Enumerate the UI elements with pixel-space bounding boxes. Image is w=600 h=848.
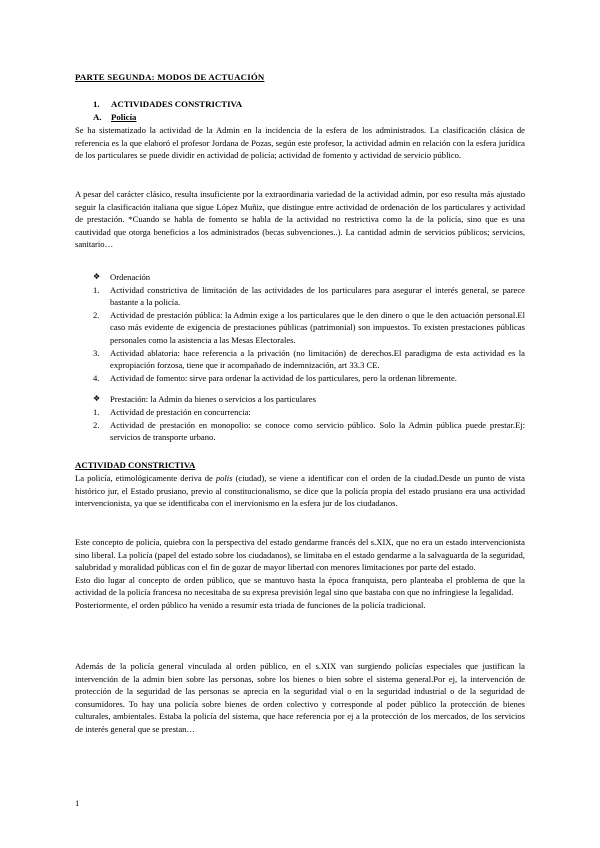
list-item-text: Actividad de prestación pública: la Admin exige a los particulares que le den dinero o que le den actuación personal.El caso más evidente de exigencia de prestaciones públicas (patrimonial) son impuestos. To existen prestaciones públicas personales como la asistencia a las Mesas Electorales. (110, 309, 525, 345)
intro-paragraph-2: A pesar del carácter clásico, resulta insuficiente por la extraordinaria variedad de la actividad admin, por eso resulta más ajustado seguir la clasificación italiana que sigue López Muñiz, que distingue entre actividad de ordenación de los particulares y actividad de prestación. *Cuando se habla de fomento se habla de la actividad no restrictiva como la de la policía, sino que es una cautividad que otorga beneficios a los administrados (becas subvenciones..). La cantidad admin de servicios públicos; servicios, sanitario… (75, 189, 525, 250)
list-item (93, 309, 525, 347)
list-item-text: Actividad constrictiva de limitación de las actividades de los particulares para asegurar el interés general, se parece bastante a la policía. (110, 284, 525, 308)
triada-paragraph: Posteriormente, el orden público ha venido a resumir esta triada de funciones de la policía tradicional. (75, 599, 426, 610)
document-title: PARTE SEGUNDA: MODOS DE ACTUACIÓN (75, 72, 265, 82)
polis-italic-word: polis (215, 473, 233, 483)
list-item-number: 2. (93, 309, 100, 320)
ordenacion-list (93, 271, 525, 384)
page-number: 1 (75, 798, 80, 808)
list-item-text: Actividad de prestación en monopolio: se conoce como servicio público. Solo la Admin pública puede prestar.Ej: servicios de transporte urbano. (110, 419, 525, 443)
polis-paragraph (75, 472, 525, 510)
prestacion-header-list (93, 393, 525, 406)
section-number: 1. (93, 99, 100, 109)
gendarme-paragraph: Este concepto de policía, quiebra con la perspectiva del estado gendarme francés del s.XIX, que no era un estado intervencionista sino liberal. La policía (papel del estado sobre los ciudadanos), se limitaba en el estado gendarme a la salvaguarda de la seguridad, salubridad y moralidad públicas con el fin de gozar de mayor libertad con menores limitaciones por parte del estado. (75, 537, 525, 573)
diamond-bullet-icon: ❖ (93, 394, 101, 403)
list-item-number: 4. (93, 372, 100, 383)
diamond-bullet-icon: ❖ (93, 272, 101, 281)
list-item-text: Prestación: la Admin da bienes o servicios a los particulares (110, 394, 316, 404)
list-item-number: 3. (93, 347, 100, 358)
list-item (93, 271, 525, 284)
list-item-number: 1. (93, 407, 100, 417)
list-item (93, 419, 525, 444)
subsection-number: A. (93, 112, 102, 122)
list-item (93, 393, 525, 406)
policias-especiales-paragraph: Además de la policía general vinculada al orden público, en el s.XIX van surgiendo policías especiales que justifican la intervención de la admin bien sobre las personas, sobre los bienes o bien sobre el sistema general.Por ej, la intervención de protección de la seguridad de las personas se aprecia en la seguridad vial o en la seguridad industrial o de la seguridad de consumidores. To hay una policía sobre bienes de orden colectivo y corresponde al poder público la protección de bienes culturales, ambientales. Estaba la policía del sistema, que hace referencia por ej a la protección de los mercados, de los servicios de interés general que se prestan… (75, 661, 525, 734)
intro-paragraph-1: Se ha sistematizado la actividad de la Admin en la incidencia de la esfera de los administrados. La clasificación clásica de referencia es la que elaboró el profesor Jordana de Pozas, según este profesor, la actividad admin en relación con la esfera jurídica de los particulares se puede dividir en actividad de policía; actividad de fomento y actividad de servicio público. (75, 125, 525, 161)
list-item (93, 372, 525, 385)
section-label: ACTIVIDADES CONSTRICTIVA (111, 99, 243, 109)
list-item-number: 2. (93, 419, 100, 430)
list-item-text: Actividad de prestación en concurrencia: (110, 407, 251, 417)
list-item-text: Actividad de fomento: sirve para ordenar la actividad de los particulares, pero la ordenan libremente. (110, 372, 457, 383)
constrictiva-heading: ACTIVIDAD CONSTRICTIVA (75, 460, 196, 470)
list-item-text: Actividad ablatoria: hace referencia a la privación (no limitación) de derechos.El paradigma de esta actividad es la expropiación forzosa, tiene que ir acompañado de indemnización, art 33.3 CE. (110, 347, 525, 371)
polis-text-before: La policía, etimológicamente deriva de (75, 473, 216, 483)
prestacion-list (93, 406, 525, 444)
list-item-text: Ordenación (110, 272, 151, 282)
subsection-heading (93, 111, 543, 124)
list-item-number: 1. (93, 284, 100, 295)
section-heading (93, 98, 543, 111)
list-item (93, 284, 525, 309)
list-item (93, 347, 525, 372)
orden-publico-paragraph: Esto dio lugar al concepto de orden público, que se mantuvo hasta la época franquista, pero planteaba el problema de que la actividad de la policía francesa no necesitaba de su expresa previsión legal sino que bastaba con que no infringiese la legalidad. (75, 574, 525, 598)
polis-text-after: (ciudad), se viene a identificar con el orden de la ciudad.Desde un punto de vista histórico jur, el Estado prusiano, previo al constitucionalismo, se dice que la policía propia del estado prusiano era una actividad intervencionista, ya que se identificaba con el inervionismo en la esfera jur de los ciudadanos. (75, 473, 525, 509)
subsection-label: Policía (111, 112, 137, 122)
gendarme-block (75, 536, 525, 612)
list-item (93, 406, 525, 419)
